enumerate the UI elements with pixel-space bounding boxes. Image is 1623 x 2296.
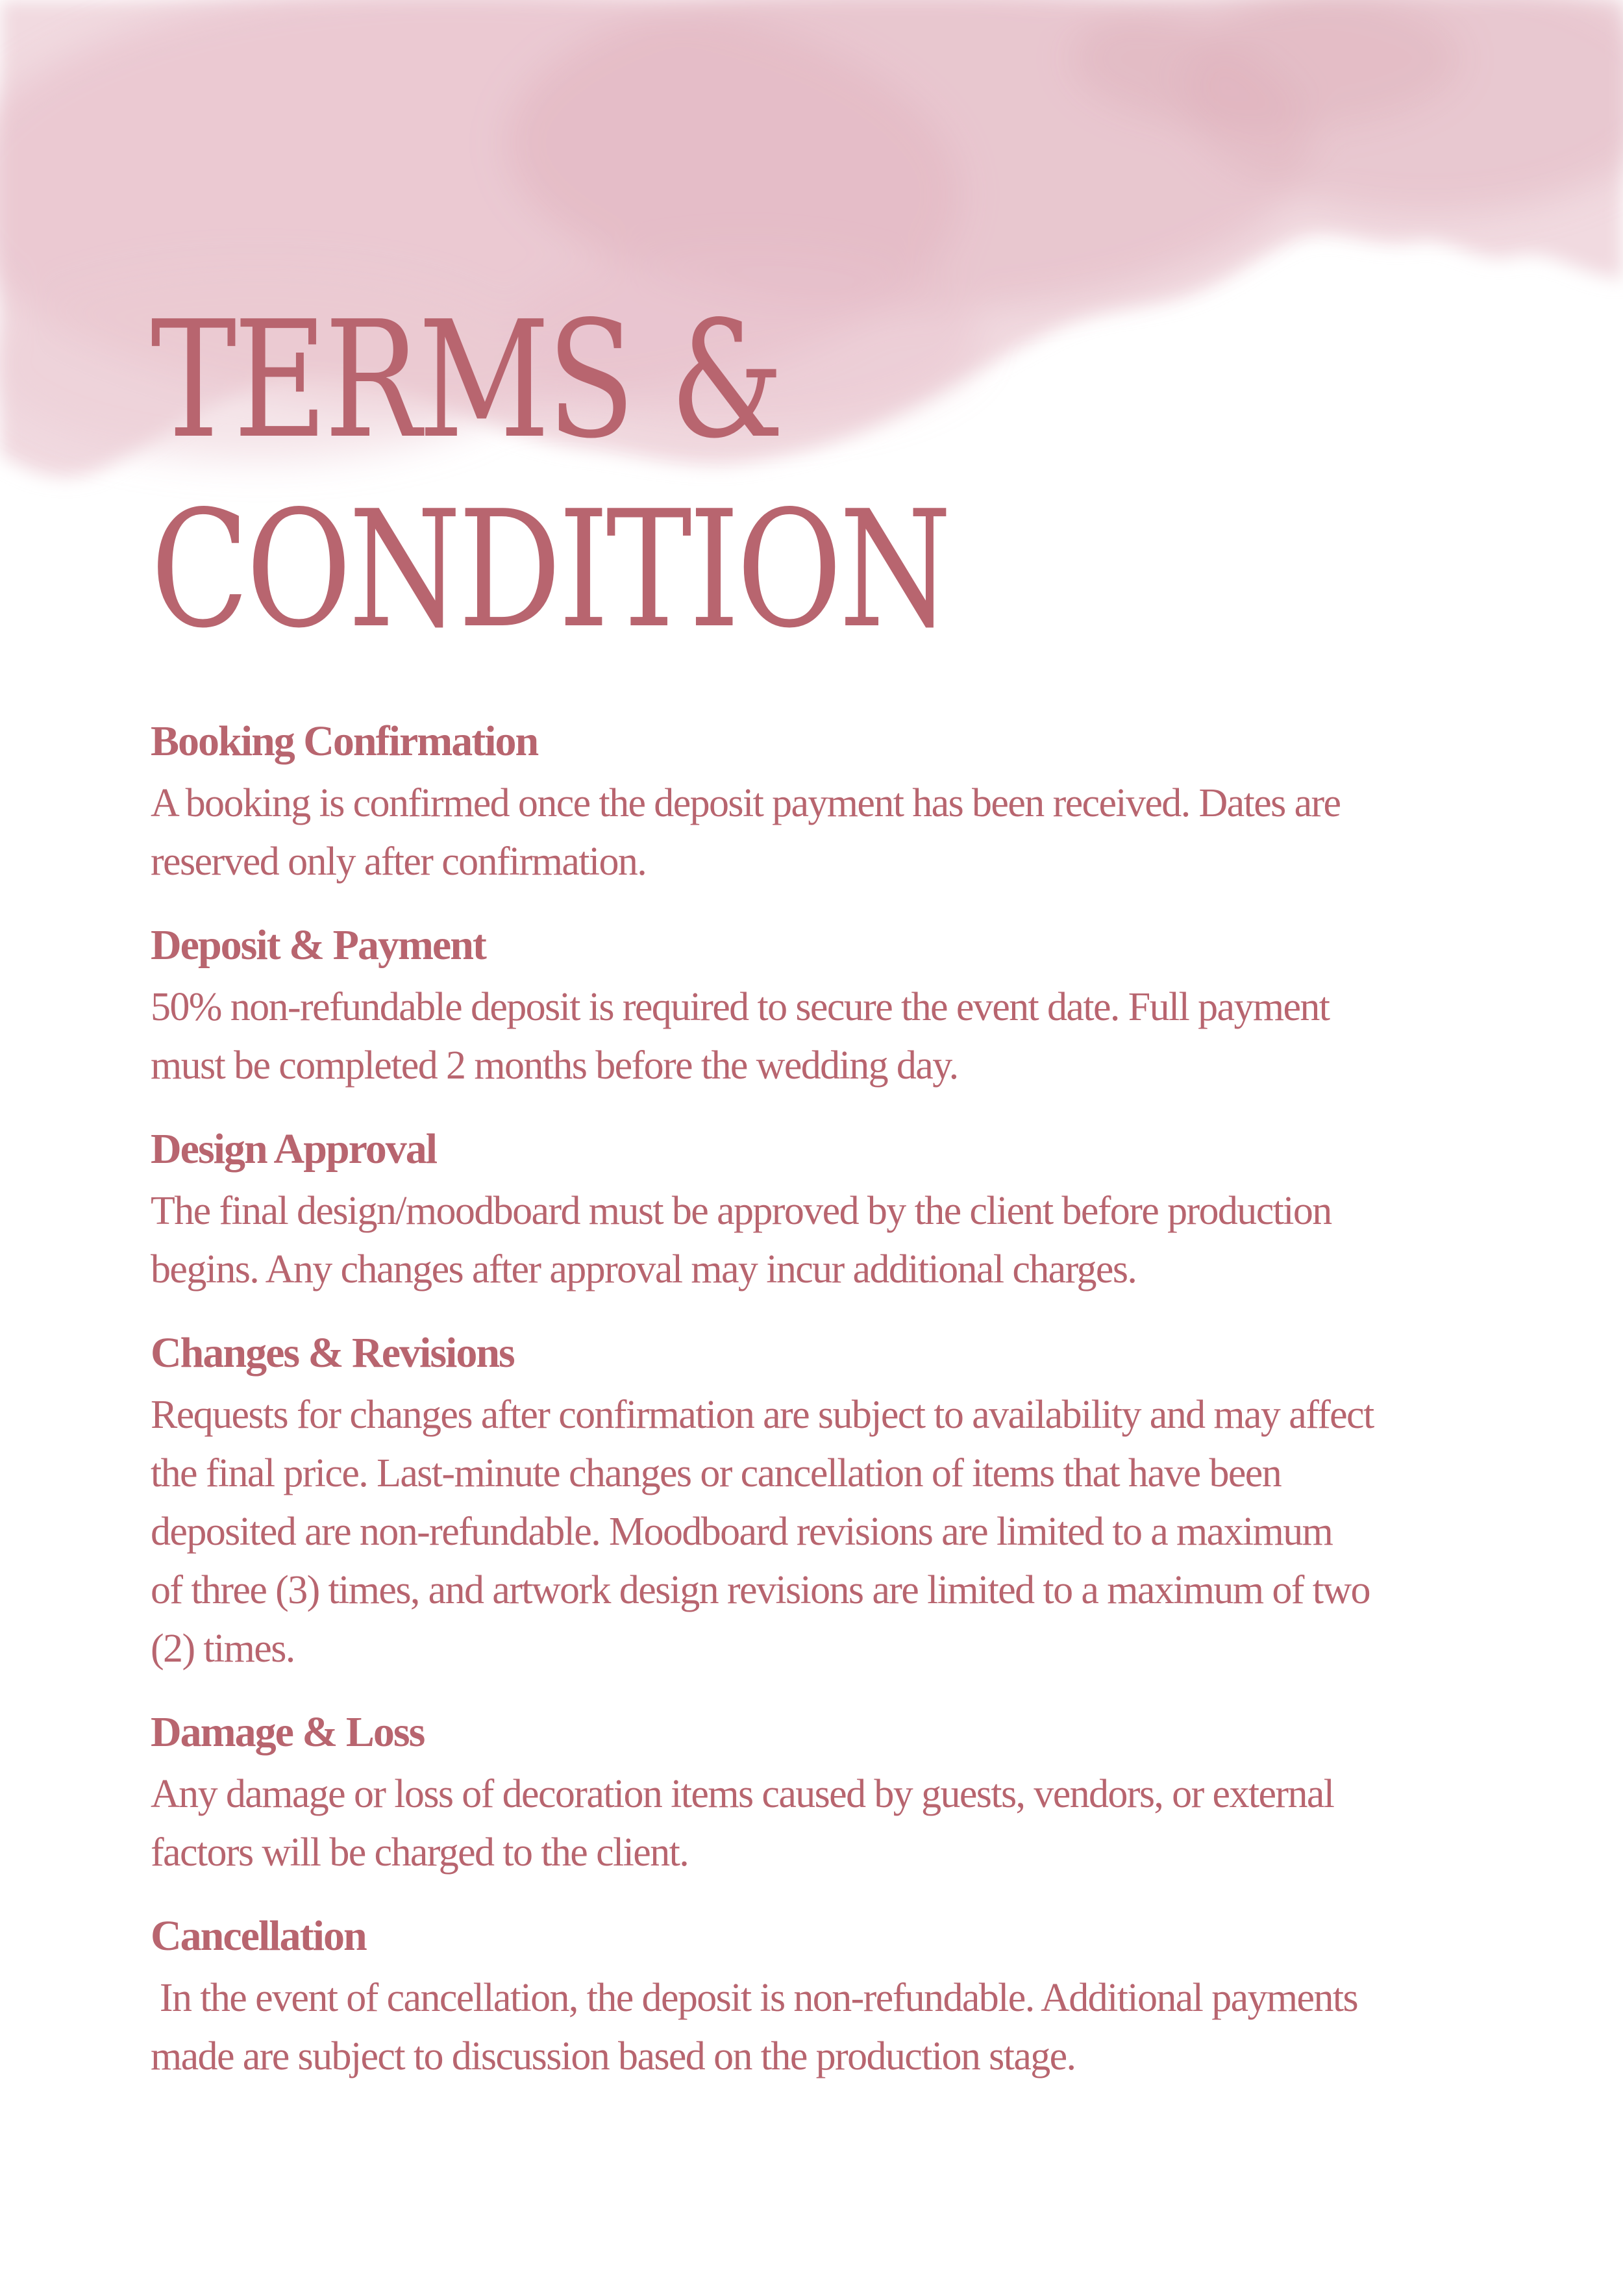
section-heading: Cancellation bbox=[151, 1912, 366, 1960]
title-line-2: CONDITION bbox=[151, 477, 949, 664]
section-heading: Damage & Loss bbox=[151, 1708, 425, 1756]
section-heading: Design Approval bbox=[151, 1125, 437, 1173]
section-design-approval bbox=[151, 1119, 1514, 1299]
title-line-1: TERMS & bbox=[151, 287, 782, 474]
section-body: In the event of cancellation, the deposit is non-refundable. Additional payments made are subject to discussion based on the production stage. bbox=[151, 1976, 1358, 2078]
section-deposit-payment bbox=[151, 916, 1514, 1095]
section-body: 50% non-refundable deposit is required to secure the event date. Full payment must be completed 2 months before the wedding day. bbox=[151, 985, 1330, 1088]
section-body: A booking is confirmed once the deposit payment has been received. Dates are reserved only after confirmation. bbox=[151, 781, 1341, 884]
section-body: Any damage or loss of decoration items caused by guests, vendors, or external factors will be charged to the client. bbox=[151, 1772, 1334, 1875]
section-cancellation bbox=[151, 1906, 1514, 2086]
section-damage-loss bbox=[151, 1703, 1514, 1882]
terms-list bbox=[151, 712, 1514, 2110]
section-body: The final design/moodboard must be approved by the client before production begins. Any changes after approval may incur additional charges. bbox=[151, 1189, 1332, 1292]
section-changes-revisions bbox=[151, 1323, 1514, 1678]
section-heading: Changes & Revisions bbox=[151, 1329, 514, 1377]
section-heading: Booking Confirmation bbox=[151, 718, 538, 765]
section-heading: Deposit & Payment bbox=[151, 921, 486, 969]
section-booking-confirmation bbox=[151, 712, 1514, 891]
page-title bbox=[151, 286, 948, 665]
section-body: Requests for changes after confirmation are subject to availability and may affect the final price. Last-minute changes or cancellation of items that have been deposited are non-refundable. Moodboard revisions are limited to a maximum of three (3) times, and artwork design revisions are limited to a maximum of two (2) times. bbox=[151, 1393, 1374, 1671]
